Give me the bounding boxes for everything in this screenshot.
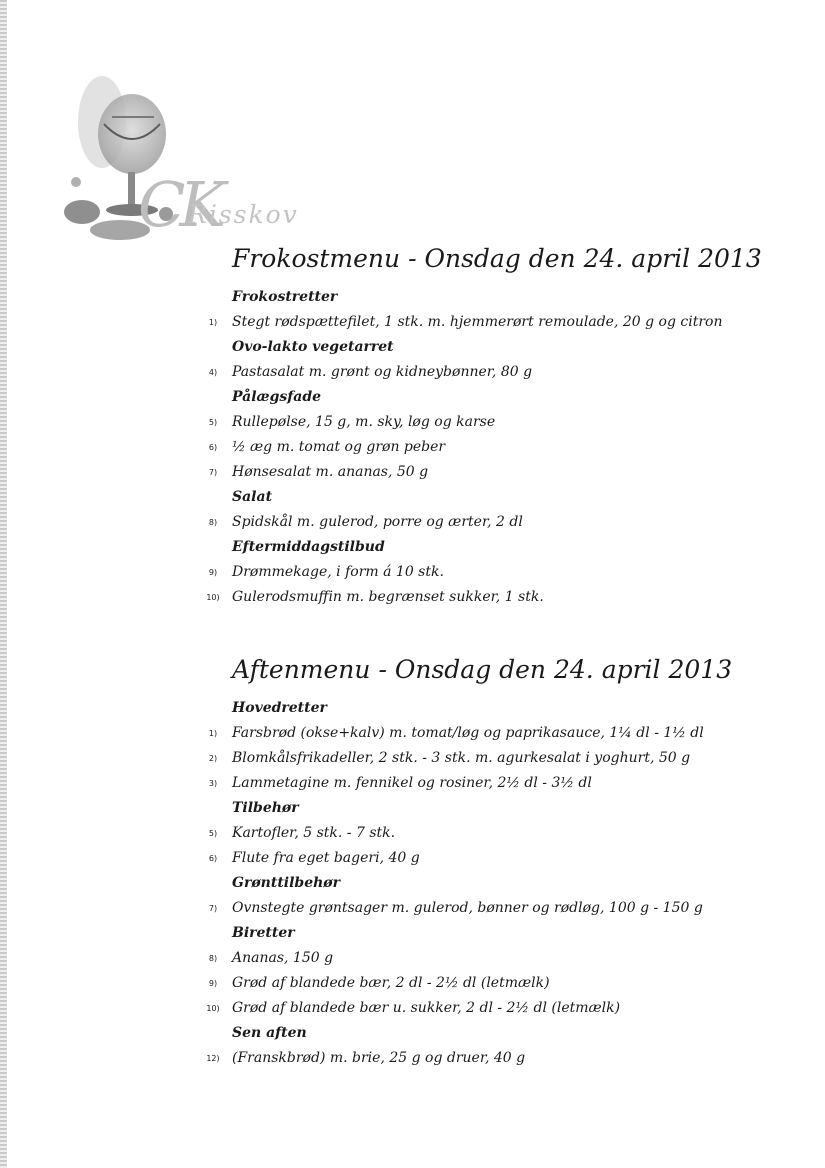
item-number: 9) [208,568,218,577]
item-text: Flute fra eget bageri, 40 g [232,850,420,866]
menu-item [202,947,802,972]
category-label: Biretter [232,925,295,941]
item-text: Stegt rødspættefilet, 1 stk. m. hjemmerørt remoulade, 20 g og citron [232,314,723,330]
menu-item [202,747,802,772]
category-label: Salat [232,489,273,505]
dinner-menu-title: Aftenmenu - Onsdag den 24. april 2013 [232,655,733,684]
menu-category [202,536,802,561]
menu-category [202,1022,802,1047]
item-text: Farsbrød (okse+kalv) m. tomat/løg og paprikasauce, 1¼ dl - 1½ dl [232,725,704,741]
item-text: Grød af blandede bær, 2 dl - 2½ dl (letmælk) [232,975,550,991]
menu-category [202,797,802,822]
menu-item [202,1047,802,1072]
menu-category [202,286,802,311]
logo-word: Risskov [188,200,299,229]
item-number: 10) [206,593,220,602]
logo-initial: CK [138,168,220,241]
item-text: Ovnstegte grøntsager m. gulerod, bønner og rødløg, 100 g - 150 g [232,900,703,916]
item-text: ½ æg m. tomat og grøn peber [232,439,446,455]
menu-item [202,897,802,922]
category-label: Pålægsfade [232,389,322,405]
menu-category [202,872,802,897]
item-number: 7) [208,904,218,913]
category-label: Eftermiddagstilbud [232,539,385,555]
item-text: Gulerodsmuffin m. begrænset sukker, 1 stk. [232,589,544,605]
item-number: 1) [208,318,218,327]
category-label: Hovedretter [232,700,327,716]
item-text: Grød af blandede bær u. sukker, 2 dl - 2½ dl (letmælk) [232,1000,621,1016]
menu-item [202,997,802,1022]
dinner-menu-list [202,697,802,1072]
item-number: 2) [208,754,218,763]
menu-item [202,411,802,436]
item-text: Lammetagine m. fennikel og rosiner, 2½ dl - 3½ dl [232,775,592,791]
menu-category [202,922,802,947]
item-number: 1) [208,729,218,738]
item-number: 6) [208,854,218,863]
menu-item [202,436,802,461]
item-text: Drømmekage, i form á 10 stk. [232,564,444,580]
category-label: Frokostretter [232,289,338,305]
menu-item [202,461,802,486]
item-text: Rullepølse, 15 g, m. sky, løg og karse [232,414,496,430]
menu-item [202,361,802,386]
item-number: 5) [208,829,218,838]
menu-item [202,972,802,997]
menu-item [202,772,802,797]
menu-item [202,722,802,747]
menu-category [202,697,802,722]
menu-item [202,311,802,336]
category-label: Grønttilbehør [232,875,341,891]
breakfast-menu-list [202,286,802,611]
menu-item [202,586,802,611]
breakfast-menu-title: Frokostmenu - Onsdag den 24. april 2013 [232,244,762,273]
item-number: 4) [208,368,218,377]
item-text: Hønsesalat m. ananas, 50 g [232,464,429,480]
category-label: Ovo-lakto vegetarret [232,339,394,355]
item-text: Pastasalat m. grønt og kidneybønner, 80 g [232,364,533,380]
item-number: 8) [208,518,218,527]
menu-item [202,822,802,847]
item-text: Blomkålsfrikadeller, 2 stk. - 3 stk. m. agurkesalat i yoghurt, 50 g [232,750,691,766]
item-text: Spidskål m. gulerod, porre og ærter, 2 dl [232,514,523,530]
scan-edge [0,0,7,1168]
item-number: 5) [208,418,218,427]
item-text: Kartofler, 5 stk. - 7 stk. [232,825,396,841]
item-number: 12) [206,1054,220,1063]
menu-item [202,511,802,536]
item-number: 9) [208,979,218,988]
item-number: 6) [208,443,218,452]
item-number: 7) [208,468,218,477]
item-number: 10) [206,1004,220,1013]
menu-category [202,486,802,511]
category-label: Tilbehør [232,800,299,816]
menu-category [202,386,802,411]
menu-item [202,561,802,586]
item-number: 8) [208,954,218,963]
menu-category [202,336,802,361]
menu-item [202,847,802,872]
item-text: (Franskbrød) m. brie, 25 g og druer, 40 g [232,1050,526,1066]
item-text: Ananas, 150 g [232,950,334,966]
category-label: Sen aften [232,1025,307,1041]
item-number: 3) [208,779,218,788]
